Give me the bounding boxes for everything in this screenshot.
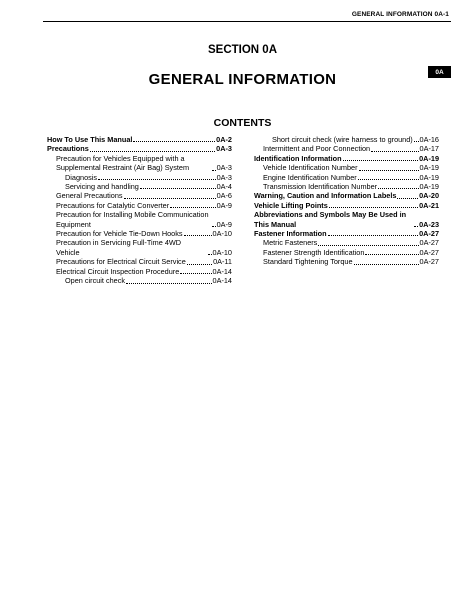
dot-leader	[414, 141, 419, 142]
toc-entry[interactable]	[254, 191, 439, 200]
dot-leader	[124, 198, 216, 199]
dot-leader	[126, 283, 211, 284]
toc-entry-title: Electrical Circuit Inspection Procedure	[56, 266, 180, 276]
toc-entry-page: 0A-17	[419, 144, 439, 154]
toc-entry[interactable]	[47, 154, 232, 173]
dot-leader	[318, 245, 418, 246]
toc-entry-title: Precaution for Vehicles Equipped with a Supplemental Restraint (Air Bag) System	[56, 153, 190, 173]
header-rule	[43, 21, 451, 22]
toc-entry-title: Precautions for Catalytic Converter	[56, 200, 170, 210]
dot-leader	[90, 151, 215, 152]
toc-entry-title: Warning, Caution and Information Labels	[254, 191, 397, 201]
toc-entry-page: 0A-14	[212, 266, 232, 276]
toc-entry-title: General Precautions	[56, 191, 123, 201]
toc-entry[interactable]	[47, 276, 232, 285]
toc-entry[interactable]	[254, 257, 439, 266]
section-tab: 0A	[428, 66, 451, 78]
dot-leader	[329, 207, 418, 208]
toc-entry[interactable]	[254, 238, 439, 247]
section-label: SECTION 0A	[207, 44, 277, 56]
toc-entry-page: 0A-3	[216, 144, 232, 154]
dot-leader	[212, 226, 216, 227]
dot-leader	[354, 264, 419, 265]
dot-leader	[397, 198, 418, 199]
toc-entry-page: 0A-10	[212, 229, 232, 239]
toc-entry-page: 0A-9	[216, 200, 232, 210]
toc-entry-title: Open circuit check	[65, 276, 126, 286]
toc-entry-title: Fastener Strength Identification	[263, 247, 365, 257]
toc-entry[interactable]	[47, 257, 232, 266]
toc-entry-title: Vehicle Identification Number	[263, 163, 358, 173]
dot-leader	[328, 235, 419, 236]
dot-leader	[133, 141, 215, 142]
toc-entry-page: 0A-3	[216, 172, 232, 182]
toc-entry-title: Precaution for Vehicle Tie-Down Hooks	[56, 229, 183, 239]
toc-entry-page: 0A-14	[212, 276, 232, 286]
toc-entry-page: 0A-19	[419, 163, 439, 173]
toc-entry[interactable]	[47, 135, 232, 144]
toc-entry[interactable]	[47, 201, 232, 210]
toc-entry-title: Transmission Identification Number	[263, 182, 378, 192]
toc-entry[interactable]	[47, 182, 232, 191]
toc-entry-title: Engine Identification Number	[263, 172, 357, 182]
toc-entry[interactable]	[254, 135, 439, 144]
toc-entry-page: 0A-19	[419, 172, 439, 182]
dot-leader	[170, 207, 215, 208]
toc-entry-title: Servicing and handling	[65, 182, 139, 192]
dot-leader	[378, 188, 418, 189]
toc-entry-title: Precautions	[47, 144, 89, 154]
dot-leader	[343, 160, 419, 161]
toc-entry[interactable]	[47, 191, 232, 200]
toc-entry-title: Metric Fasteners	[263, 238, 318, 248]
dot-leader	[414, 226, 418, 227]
toc-entry[interactable]	[254, 144, 439, 153]
toc-entry-title: Standard Tightening Torque	[263, 257, 353, 267]
toc-entry-title: Precaution in Servicing Full-Time 4WD Vehicle	[56, 238, 182, 257]
toc-entry-page: 0A-27	[419, 257, 439, 267]
toc-entry-page: 0A-11	[213, 257, 232, 267]
toc-entry-page: 0A-21	[419, 200, 439, 210]
dot-leader	[365, 254, 418, 255]
toc-entry[interactable]	[254, 182, 439, 191]
toc-entry-title: Abbreviations and Symbols May Be Used in This Manual	[254, 210, 407, 229]
toc-entry[interactable]	[254, 173, 439, 182]
dot-leader	[208, 254, 212, 255]
toc-entry[interactable]	[47, 144, 232, 153]
dot-leader	[184, 235, 212, 236]
toc-entry-page: 0A-9	[216, 219, 232, 229]
toc-entry-page: 0A-6	[216, 191, 232, 201]
toc-entry-page: 0A-27	[419, 247, 439, 257]
toc-entry-page: 0A-10	[212, 247, 232, 257]
dot-leader	[358, 179, 419, 180]
toc-entry-page: 0A-19	[419, 153, 439, 163]
toc-entry-title: Identification Information	[254, 153, 342, 163]
dot-leader	[180, 273, 211, 274]
toc-entry[interactable]	[47, 210, 232, 229]
toc-entry-title: Precautions for Electrical Circuit Service	[56, 257, 186, 267]
toc-entry-title: Vehicle Lifting Points	[254, 200, 328, 210]
toc-left-column	[47, 135, 232, 286]
toc-entry-page: 0A-2	[216, 135, 232, 144]
toc-entry-page: 0A-20	[419, 191, 439, 201]
toc-entry[interactable]	[254, 248, 439, 257]
dot-leader	[98, 179, 216, 180]
dot-leader	[140, 188, 216, 189]
toc-entry[interactable]	[47, 173, 232, 182]
toc-entry[interactable]	[254, 154, 439, 163]
toc-entry[interactable]	[47, 229, 232, 238]
toc-entry-page: 0A-27	[419, 229, 439, 239]
toc-entry[interactable]	[254, 210, 439, 229]
running-header: GENERAL INFORMATION 0A-1	[351, 11, 449, 18]
toc-entry-page: 0A-19	[419, 182, 439, 192]
dot-leader	[212, 170, 216, 171]
page-title: GENERAL INFORMATION	[148, 71, 337, 88]
toc-entry-page: 0A-3	[216, 163, 232, 173]
toc-entry-page: 0A-27	[419, 238, 439, 248]
toc-entry-title: Diagnosis	[65, 172, 98, 182]
toc-right-column	[254, 135, 439, 267]
toc-entry-title: Intermittent and Poor Connection	[263, 144, 371, 154]
dot-leader	[187, 264, 212, 265]
toc-entry[interactable]	[47, 238, 232, 257]
toc-entry-title: Fastener Information	[254, 229, 327, 239]
toc-entry[interactable]	[254, 229, 439, 238]
toc-entry-title: Precaution for Installing Mobile Communication Equipment	[56, 210, 209, 229]
toc-entry[interactable]	[254, 163, 439, 172]
dot-leader	[371, 151, 418, 152]
contents-heading: CONTENTS	[213, 117, 272, 129]
dot-leader	[359, 170, 419, 171]
toc-entry-page: 0A-4	[216, 182, 232, 192]
toc-entry-page: 0A-23	[419, 219, 439, 229]
toc-entry-page: 0A-16	[419, 135, 439, 144]
toc-entry[interactable]	[254, 201, 439, 210]
toc-entry-title: Short circuit check (wire harness to ground)	[272, 135, 413, 144]
toc-entry[interactable]	[47, 267, 232, 276]
toc-entry-title: How To Use This Manual	[47, 135, 133, 144]
